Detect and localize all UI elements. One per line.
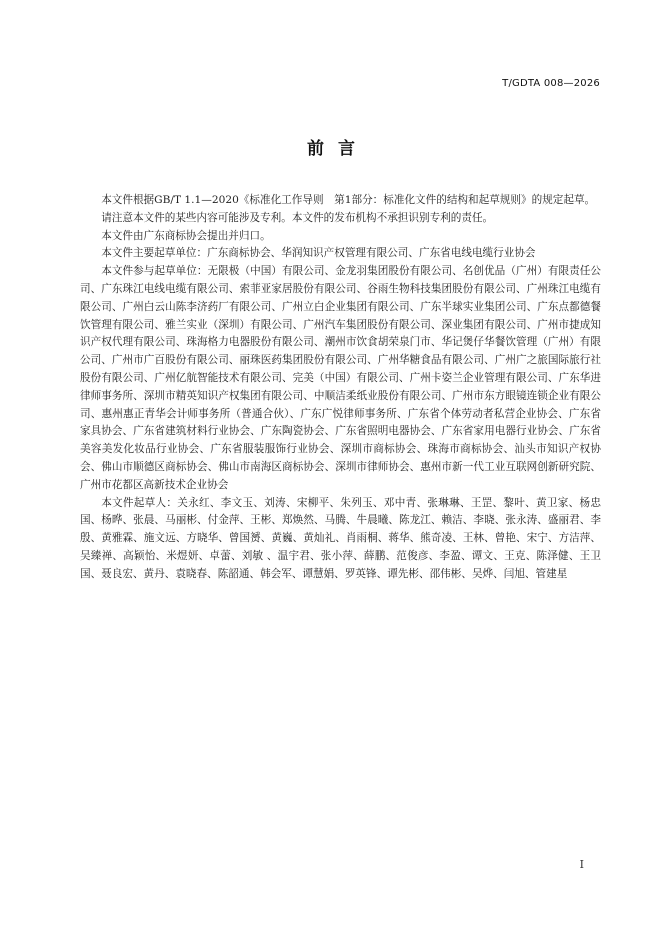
paragraph-drafting-basis: 本文件根据GB/T 1.1—2020《标准化工作导则 第1部分：标准化文件的结构和起草规则》的规定起草。 <box>101 194 596 206</box>
paragraph-drafting-persons: 本文件起草人：关永红、李文玉、刘涛、宋柳平、朱列玉、邓中青、张琳琳、王罡、黎叶、黄卫家、杨忠国、杨晔、张晨、马丽彬、付金萍、王彬、郑焕然、马腾、牛晨曦、陈龙江、赖洁、李晓、张永涛、盛丽君、李殷、黄雅霖、施文远、方晓华、曾国赟、黄巍、黄灿礼、肖雨桐、蒋华、熊奇凌、王林、曾艳、宋宁、方洁萍、吴臻禅、高颖怡、米煜妍、卓蕾、刘敏 、温宇君、张小萍、薛鹏、范俊彦、李盈、谭文、王克、陈泽健、王卫国、聂良宏、黄丹、袁晓春、陈韶通、韩会军、谭慧娟、罗英锋、谭先彬、邵伟彬、吴烨、闫旭、管建星 <box>80 496 601 580</box>
page-number: I <box>579 858 584 871</box>
paragraph-patent-notice: 请注意本文件的某些内容可能涉及专利。本文件的发布机构不承担识别专利的责任。 <box>101 211 494 224</box>
page-title: 前言 <box>307 139 369 159</box>
paragraph-main-drafters: 本文件主要起草单位：广东商标协会、华润知识产权管理有限公司、广东省电线电缆行业协会 <box>101 247 536 260</box>
document-body <box>80 192 601 584</box>
paragraph-participating-drafters: 本文件参与起草单位：无限极（中国）有限公司、金龙羽集团股份有限公司、名创优品（广州）有限责任公司、广东珠江电线电缆有限公司、索菲亚家居股份有限公司、谷雨生物科技集团股份有限公司、广州珠江电缆有限公司、广州白云山陈李济药厂有限公司、广州立白企业集团有限公司、广东半球实业集团公司、广东点都德餐饮管理有限公司、雅兰实业（深圳）有限公司、广州汽车集团股份有限公司、深业集团有限公司、广州市捷成知识产权代理有限公司、珠海格力电器股份有限公司、潮州市饮食胡荣泉门市、华记煲仔华餐饮管理（广州）有限公司、广州市广百股份有限公司、丽珠医药集团股份有限公司、广州华糖食品有限公司、广州广之旅国际旅行社股份有限公司、广州亿航智能技术有限公司、完美（中国）有限公司、广州卡姿兰企业管理有限公司、广东华进律师事务所、深圳市精英知识产权集团有限公司、中顺洁柔纸业股份有限公司、广州市东方眼镜连锁企业有限公司、惠州惠正青华会计师事务所（普通合伙）、广东广悦律师事务所、广东省个体劳动者私营企业协会、广东省家具协会、广东省建筑材料行业协会、广东陶瓷协会、广东省照明电器协会、广东省家用电器行业协会、广东省美容美发化妆品行业协会、广东省服装服饰行业协会、深圳市商标协会、珠海市商标协会、汕头市知识产权协会、佛山市顺德区商标协会、佛山市南海区商标协会、深圳市律师协会、惠州市新一代工业互联网创新研究院、广州市花都区高新技术企业协会 <box>80 265 601 491</box>
document-code: T/GDTA 008—2026 <box>502 78 600 89</box>
paragraph-proposer: 本文件由广东商标协会提出并归口。 <box>101 229 271 242</box>
